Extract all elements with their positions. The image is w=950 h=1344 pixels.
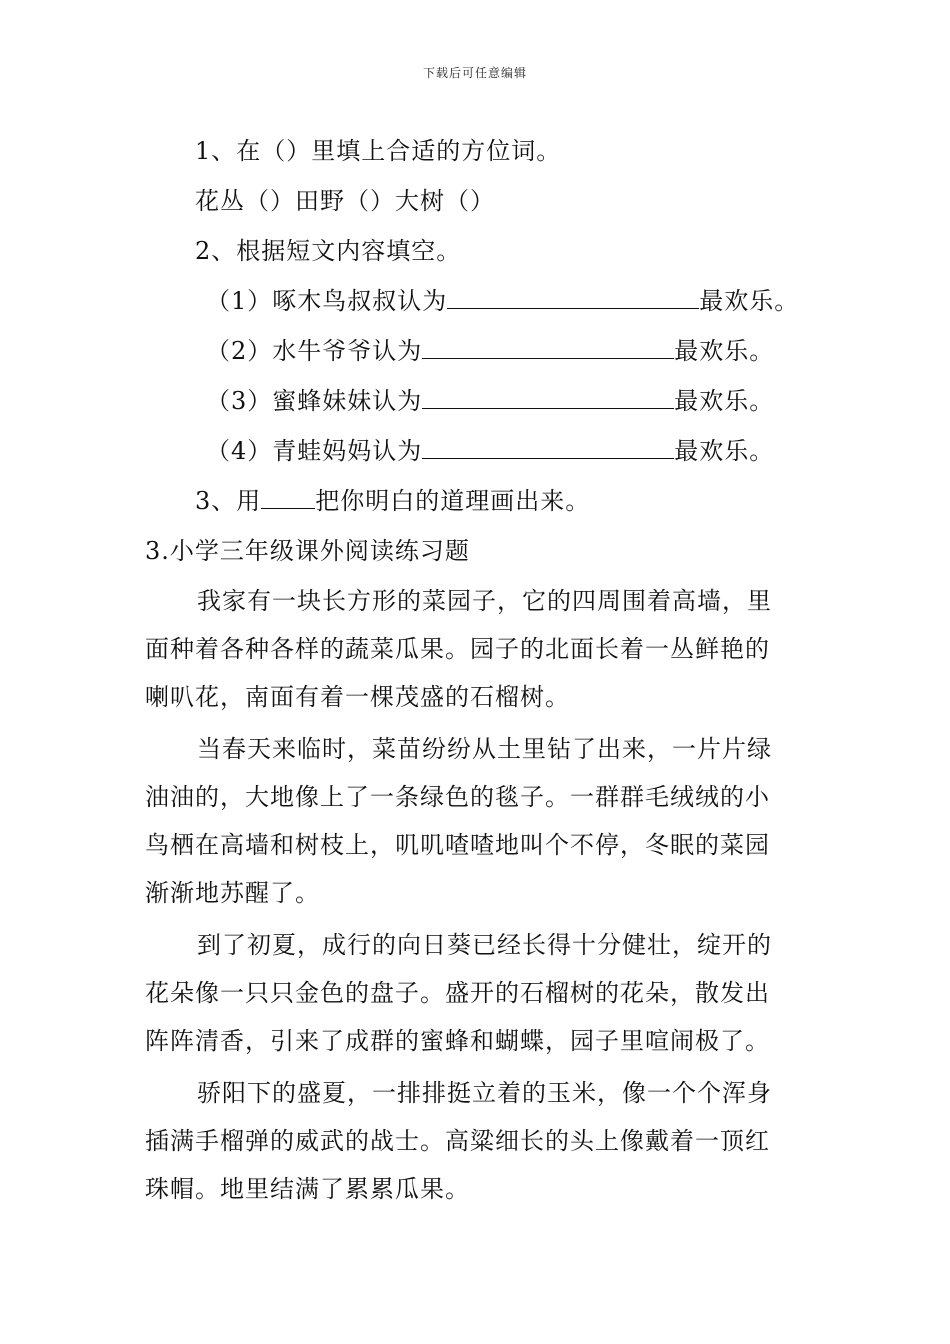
passage-line: 油油的，大地像上了一条绿色的毯子。一群群毛绒绒的小 — [145, 783, 770, 811]
passage-line: 珠帽。地里结满了累累瓜果。 — [145, 1175, 470, 1203]
question-2-item — [206, 436, 774, 466]
question-2: 2、根据短文内容填空。 — [195, 237, 462, 265]
question-2-item-suffix: 最欢乐。 — [699, 287, 800, 315]
question-2-item-prompt: （2）水牛爷爷认为 — [206, 337, 423, 365]
question-2-item-suffix: 最欢乐。 — [674, 387, 775, 415]
question-1-answer-line: 花丛（）田野（）大树（） — [195, 187, 495, 215]
question-3 — [195, 486, 590, 516]
question-2-item — [206, 286, 799, 316]
question-2-item-prompt: （4）青蛙妈妈认为 — [206, 437, 423, 465]
question-2-item-suffix: 最欢乐。 — [674, 337, 775, 365]
passage-line: 当春天来临时，菜苗纷纷从土里钻了出来，一片片绿 — [197, 735, 772, 763]
passage-line: 我家有一块长方形的菜园子，它的四周围着高墙，里 — [197, 587, 772, 615]
passage-line: 面种着各种各样的蔬菜瓜果。园子的北面长着一丛鲜艳的 — [145, 635, 770, 663]
passage-line: 阵阵清香，引来了成群的蜜蜂和蝴蝶，园子里喧闹极了。 — [145, 1027, 770, 1055]
passage-line: 骄阳下的盛夏，一排排挺立着的玉米，像一个个浑身 — [197, 1079, 772, 1107]
question-3-suffix: 把你明白的道理画出来。 — [315, 487, 591, 515]
question-2-item-prompt: （3）蜜蜂妹妹认为 — [206, 387, 423, 415]
passage-line: 到了初夏，成行的向日葵已经长得十分健壮，绽开的 — [197, 931, 772, 959]
passage-line: 喇叭花，南面有着一棵茂盛的石榴树。 — [145, 683, 570, 711]
passage-line: 插满手榴弹的威武的战士。高粱细长的头上像戴着一顶红 — [145, 1127, 770, 1155]
answer-blank — [261, 486, 315, 509]
passage-line: 渐渐地苏醒了。 — [145, 879, 320, 907]
passage-line: 鸟栖在高墙和树枝上，叽叽喳喳地叫个不停，冬眠的菜园 — [145, 831, 770, 859]
question-3-prompt: 3、用 — [195, 487, 262, 515]
answer-blank — [422, 336, 674, 359]
passage-line: 花朵像一只只金色的盘子。盛开的石榴树的花朵，散发出 — [145, 979, 770, 1007]
answer-blank — [447, 286, 699, 309]
answer-blank — [422, 436, 674, 459]
question-2-item — [206, 336, 774, 366]
question-2-item-prompt: （1）啄木鸟叔叔认为 — [206, 287, 448, 315]
answer-blank — [422, 386, 674, 409]
page-header-note: 下载后可任意编辑 — [422, 66, 527, 80]
question-1: 1、在（）里填上合适的方位词。 — [195, 137, 562, 165]
question-2-item-suffix: 最欢乐。 — [674, 437, 775, 465]
section-title: 3.小学三年级课外阅读练习题 — [145, 537, 470, 565]
question-2-item — [206, 386, 774, 416]
